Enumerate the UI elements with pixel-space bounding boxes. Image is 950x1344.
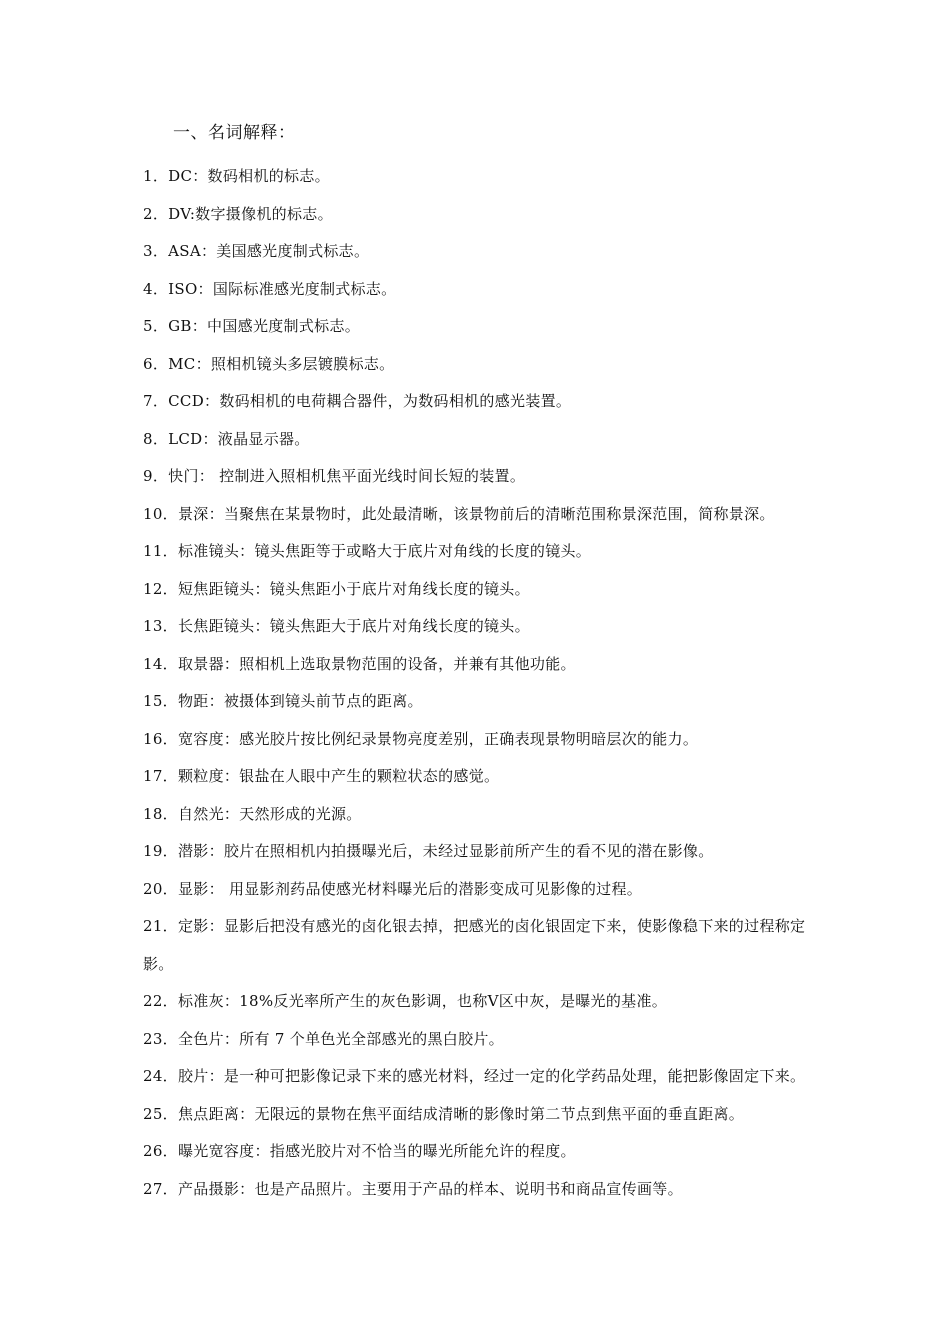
term-entry-10: 10．景深：当聚焦在某景物时，此处最清晰，该景物前后的清晰范围称景深范围，简称景深。: [143, 504, 775, 523]
term-entry-18: 18．自然光：天然形成的光源。: [143, 804, 362, 823]
term-entry-13: 13．长焦距镜头：镜头焦距大于底片对角线长度的镜头。: [143, 617, 530, 635]
term-list: [143, 158, 813, 1208]
term-entry-2: 2．DV:数字摄像机的标志。: [143, 204, 333, 223]
term-entry-26: 26．曝光宽容度：指感光胶片对不恰当的曝光所能允许的程度。: [143, 1142, 576, 1160]
term-entry-21: 21．定影：显影后把没有感光的卤化银去掉，把感光的卤化银固定下来，使影像稳下来的过程称定影。: [143, 917, 806, 973]
term-entry-23: 23．全色片：所有 7 个单色光全部感光的黑白胶片。: [143, 1029, 504, 1048]
term-entry-27: 27．产品摄影：也是产品照片。主要用于产品的样本、说明书和商品宣传画等。: [143, 1179, 683, 1198]
term-entry-5: 5．GB：中国感光度制式标志。: [143, 317, 361, 335]
term-entry-12: 12．短焦距镜头：镜头焦距小于底片对角线长度的镜头。: [143, 579, 530, 598]
term-entry-20: 20．显影： 用显影剂药品使感光材料曝光后的潜影变成可见影像的过程。: [143, 879, 643, 898]
term-entry-4: 4．ISO：国际标准感光度制式标志。: [143, 279, 397, 298]
term-entry-17: 17．颗粒度：银盐在人眼中产生的颗粒状态的感觉。: [143, 767, 500, 785]
term-entry-25: 25．焦点距离：无限远的景物在焦平面结成清晰的影像时第二节点到焦平面的垂直距离。: [143, 1104, 745, 1123]
term-entry-9: 9．快门： 控制进入照相机焦平面光线时间长短的装置。: [143, 467, 526, 485]
term-entry-6: 6．MC：照相机镜头多层镀膜标志。: [143, 354, 395, 373]
term-entry-14: 14．取景器：照相机上选取景物范围的设备，并兼有其他功能。: [143, 654, 576, 673]
term-entry-11: 11．标准镜头：镜头焦距等于或略大于底片对角线的长度的镜头。: [143, 542, 592, 560]
term-entry-1: 1．DC：数码相机的标志。: [143, 167, 330, 185]
term-entry-3: 3．ASA：美国感光度制式标志。: [143, 242, 370, 260]
term-entry-24: 24．胶片：是一种可把影像记录下来的感光材料，经过一定的化学药品处理，能把影像固定下来。: [143, 1067, 806, 1085]
term-entry-22: 22．标准灰：18%反光率所产生的灰色影调，也称Ⅴ区中灰，是曝光的基准。: [143, 992, 668, 1010]
section-heading: 一、名词解释：: [173, 123, 296, 143]
term-entry-15: 15．物距：被摄体到镜头前节点的距离。: [143, 692, 423, 710]
term-entry-16: 16．宽容度：感光胶片按比例纪录景物亮度差别，正确表现景物明暗层次的能力。: [143, 729, 699, 748]
term-entry-8: 8．LCD：液晶显示器。: [143, 429, 310, 448]
term-entry-19: 19．潜影：胶片在照相机内拍摄曝光后，未经过显影前所产生的看不见的潜在影像。: [143, 842, 714, 860]
term-entry-7: 7．CCD：数码相机的电荷耦合器件，为数码相机的感光装置。: [143, 392, 572, 410]
